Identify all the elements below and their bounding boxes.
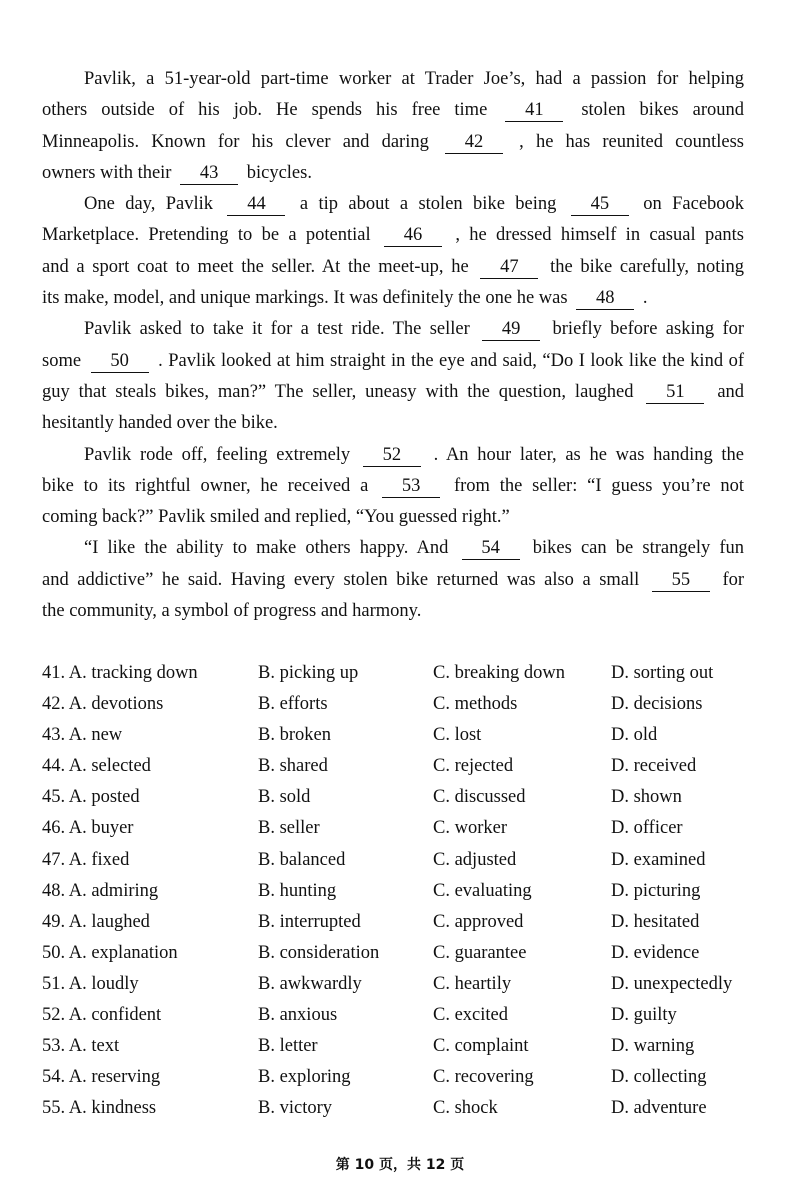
passage-text: a tip about a stolen bike being xyxy=(299,194,557,215)
question-55 xyxy=(42,1093,762,1124)
option-A: 45. A. posted xyxy=(42,787,140,808)
question-47 xyxy=(42,845,762,876)
option-C: C. adjusted xyxy=(433,849,517,870)
passage-line xyxy=(42,283,744,314)
blank-44: 44 xyxy=(227,193,285,216)
question-42 xyxy=(42,689,762,720)
blank-47: 47 xyxy=(480,256,538,279)
option-B: B. efforts xyxy=(258,694,328,715)
option-B: B. picking up xyxy=(258,663,359,683)
option-D: D. unexpectedly xyxy=(611,973,733,994)
passage-text: . An hour later, as he was handing the xyxy=(433,444,745,465)
option-A: 46. A. buyer xyxy=(42,818,134,839)
passage-text: coming back?” Pavlik smiled and replied, “You guessed right.” xyxy=(42,507,510,528)
option-A: 54. A. reserving xyxy=(42,1067,161,1088)
option-C: C. complaint xyxy=(433,1036,529,1057)
option-D: D. hesitated xyxy=(611,911,700,932)
option-A: 50. A. explanation xyxy=(42,942,178,963)
blank-55: 55 xyxy=(652,569,710,592)
passage-line xyxy=(42,533,744,564)
passage-text: and a sport coat to meet the seller. At the meet-up, he xyxy=(42,256,469,277)
option-D: D. warning xyxy=(611,1036,695,1057)
passage-text: for xyxy=(722,569,745,590)
option-A: 55. A. kindness xyxy=(42,1098,157,1119)
option-D: D. shown xyxy=(611,787,682,808)
question-53 xyxy=(42,1031,762,1062)
option-D: D. received xyxy=(611,756,697,777)
passage-text: Pavlik asked to take it for a test ride. The seller xyxy=(84,319,470,340)
blank-43: 43 xyxy=(180,162,238,185)
answer-options xyxy=(42,658,762,1124)
question-43 xyxy=(42,720,762,751)
passage-line xyxy=(42,377,744,408)
option-A: 51. A. loudly xyxy=(42,973,139,994)
option-B: B. broken xyxy=(258,725,331,746)
option-D: D. examined xyxy=(611,849,706,870)
option-A: 42. A. devotions xyxy=(42,694,164,715)
passage-text: bike to its rightful owner, he received a xyxy=(42,475,369,496)
passage-text: , he has reunited countless xyxy=(519,131,744,152)
blank-42: 42 xyxy=(445,131,503,154)
passage-text: Minneapolis. Known for his clever and daring xyxy=(42,131,429,152)
passage-text: its make, model, and unique markings. It was definitely the one he was xyxy=(42,288,568,309)
passage-line xyxy=(42,502,744,533)
passage-text: Pavlik, a 51-year-old part-time worker at Trader Joe’s, had a passion for helping xyxy=(84,69,744,89)
passage-line xyxy=(42,127,744,158)
option-B: B. exploring xyxy=(258,1067,351,1088)
option-C: C. guarantee xyxy=(433,942,527,963)
cloze-passage xyxy=(42,64,744,627)
blank-49: 49 xyxy=(482,318,540,341)
blank-54: 54 xyxy=(462,537,520,560)
question-48 xyxy=(42,876,762,907)
option-D: D. officer xyxy=(611,818,683,839)
question-41 xyxy=(42,658,762,689)
passage-text: and addictive” he said. Having every stolen bike returned was also a small xyxy=(42,569,640,590)
blank-53: 53 xyxy=(382,475,440,498)
passage-line xyxy=(42,408,744,439)
passage-text: stolen bikes around xyxy=(581,100,745,121)
passage-line xyxy=(42,314,744,345)
option-C: C. breaking down xyxy=(433,663,566,683)
option-D: D. adventure xyxy=(611,1098,707,1119)
passage-line xyxy=(42,158,744,189)
passage-text: briefly before asking for xyxy=(552,319,745,340)
passage-text: Marketplace. Pretending to be a potential xyxy=(42,225,371,246)
passage-text: some xyxy=(42,350,82,371)
option-B: B. letter xyxy=(258,1036,318,1057)
option-A: 43. A. new xyxy=(42,725,123,746)
option-A: 44. A. selected xyxy=(42,756,151,777)
option-C: C. excited xyxy=(433,1005,509,1026)
question-54 xyxy=(42,1062,762,1093)
option-C: C. lost xyxy=(433,725,482,746)
passage-line xyxy=(42,95,744,126)
passage-text: One day, Pavlik xyxy=(84,194,214,215)
passage-line xyxy=(42,220,744,251)
passage-line xyxy=(42,346,744,377)
option-A: 52. A. confident xyxy=(42,1005,162,1026)
option-C: C. evaluating xyxy=(433,880,532,901)
option-C: C. discussed xyxy=(433,787,526,808)
passage-text: “I like the ability to make others happy. And xyxy=(84,538,449,559)
option-A: 47. A. fixed xyxy=(42,849,130,870)
passage-text: on Facebook xyxy=(643,194,745,215)
passage-text: others outside of his job. He spends his free time xyxy=(42,100,488,121)
blank-52: 52 xyxy=(363,444,421,467)
passage-line xyxy=(42,440,744,471)
option-C: C. heartily xyxy=(433,973,512,994)
option-B: B. hunting xyxy=(258,880,337,901)
option-B: B. interrupted xyxy=(258,911,361,932)
passage-text: bikes can be strangely fun xyxy=(532,538,745,559)
passage-line xyxy=(42,64,744,95)
passage-text: . Pavlik looked at him straight in the eye and said, “Do I look like the kind of xyxy=(158,350,744,371)
passage-line xyxy=(42,252,744,283)
option-C: C. recovering xyxy=(433,1067,534,1088)
option-B: B. seller xyxy=(258,818,320,839)
option-B: B. awkwardly xyxy=(258,973,362,994)
passage-text: and xyxy=(717,381,745,402)
option-C: C. shock xyxy=(433,1098,498,1119)
question-51 xyxy=(42,969,762,1000)
passage-text: bicycles. xyxy=(246,162,312,183)
page-footer: 第 10 页，共 12 页 xyxy=(335,1157,465,1173)
blank-51: 51 xyxy=(646,381,704,404)
passage-text: . xyxy=(642,288,648,309)
option-D: D. guilty xyxy=(611,1005,677,1026)
option-D: D. evidence xyxy=(611,942,700,963)
option-D: D. collecting xyxy=(611,1067,707,1088)
passage-text: guy that steals bikes, man?” The seller, uneasy with the question, laughed xyxy=(42,381,634,402)
question-49 xyxy=(42,907,762,938)
passage-line xyxy=(42,189,744,220)
passage-text: owners with their xyxy=(42,162,172,183)
option-D: D. picturing xyxy=(611,880,701,901)
blank-48: 48 xyxy=(576,287,634,310)
option-B: B. consideration xyxy=(258,942,380,963)
passage-text: Pavlik rode off, feeling extremely xyxy=(84,444,351,465)
passage-text: hesitantly handed over the bike. xyxy=(42,413,278,434)
option-A: 53. A. text xyxy=(42,1036,120,1057)
passage-line xyxy=(42,565,744,596)
passage-line xyxy=(42,596,744,627)
option-B: B. shared xyxy=(258,756,328,777)
blank-45: 45 xyxy=(571,193,629,216)
question-45 xyxy=(42,782,762,813)
question-50 xyxy=(42,938,762,969)
option-B: B. anxious xyxy=(258,1005,338,1026)
option-A: 49. A. laughed xyxy=(42,911,150,932)
passage-text: the community, a symbol of progress and harmony. xyxy=(42,601,422,622)
passage-text: from the seller: “I guess you’re not xyxy=(453,475,744,496)
option-C: C. rejected xyxy=(433,756,514,777)
question-52 xyxy=(42,1000,762,1031)
option-D: D. decisions xyxy=(611,694,703,715)
question-44 xyxy=(42,751,762,782)
question-46 xyxy=(42,813,762,844)
option-B: B. victory xyxy=(258,1098,332,1119)
blank-46: 46 xyxy=(384,224,442,247)
passage-text: , he dressed himself in casual pants xyxy=(455,225,744,246)
option-C: C. worker xyxy=(433,818,507,839)
option-B: B. sold xyxy=(258,787,311,808)
passage-text: the bike carefully, noting xyxy=(550,256,745,277)
blank-50: 50 xyxy=(91,350,149,373)
option-A: 41. A. tracking down xyxy=(42,663,198,683)
option-B: B. balanced xyxy=(258,849,346,870)
option-D: D. old xyxy=(611,725,658,746)
passage-line xyxy=(42,471,744,502)
option-C: C. methods xyxy=(433,694,518,715)
option-D: D. sorting out xyxy=(611,663,714,683)
option-A: 48. A. admiring xyxy=(42,880,159,901)
blank-41: 41 xyxy=(505,99,563,122)
option-C: C. approved xyxy=(433,911,524,932)
